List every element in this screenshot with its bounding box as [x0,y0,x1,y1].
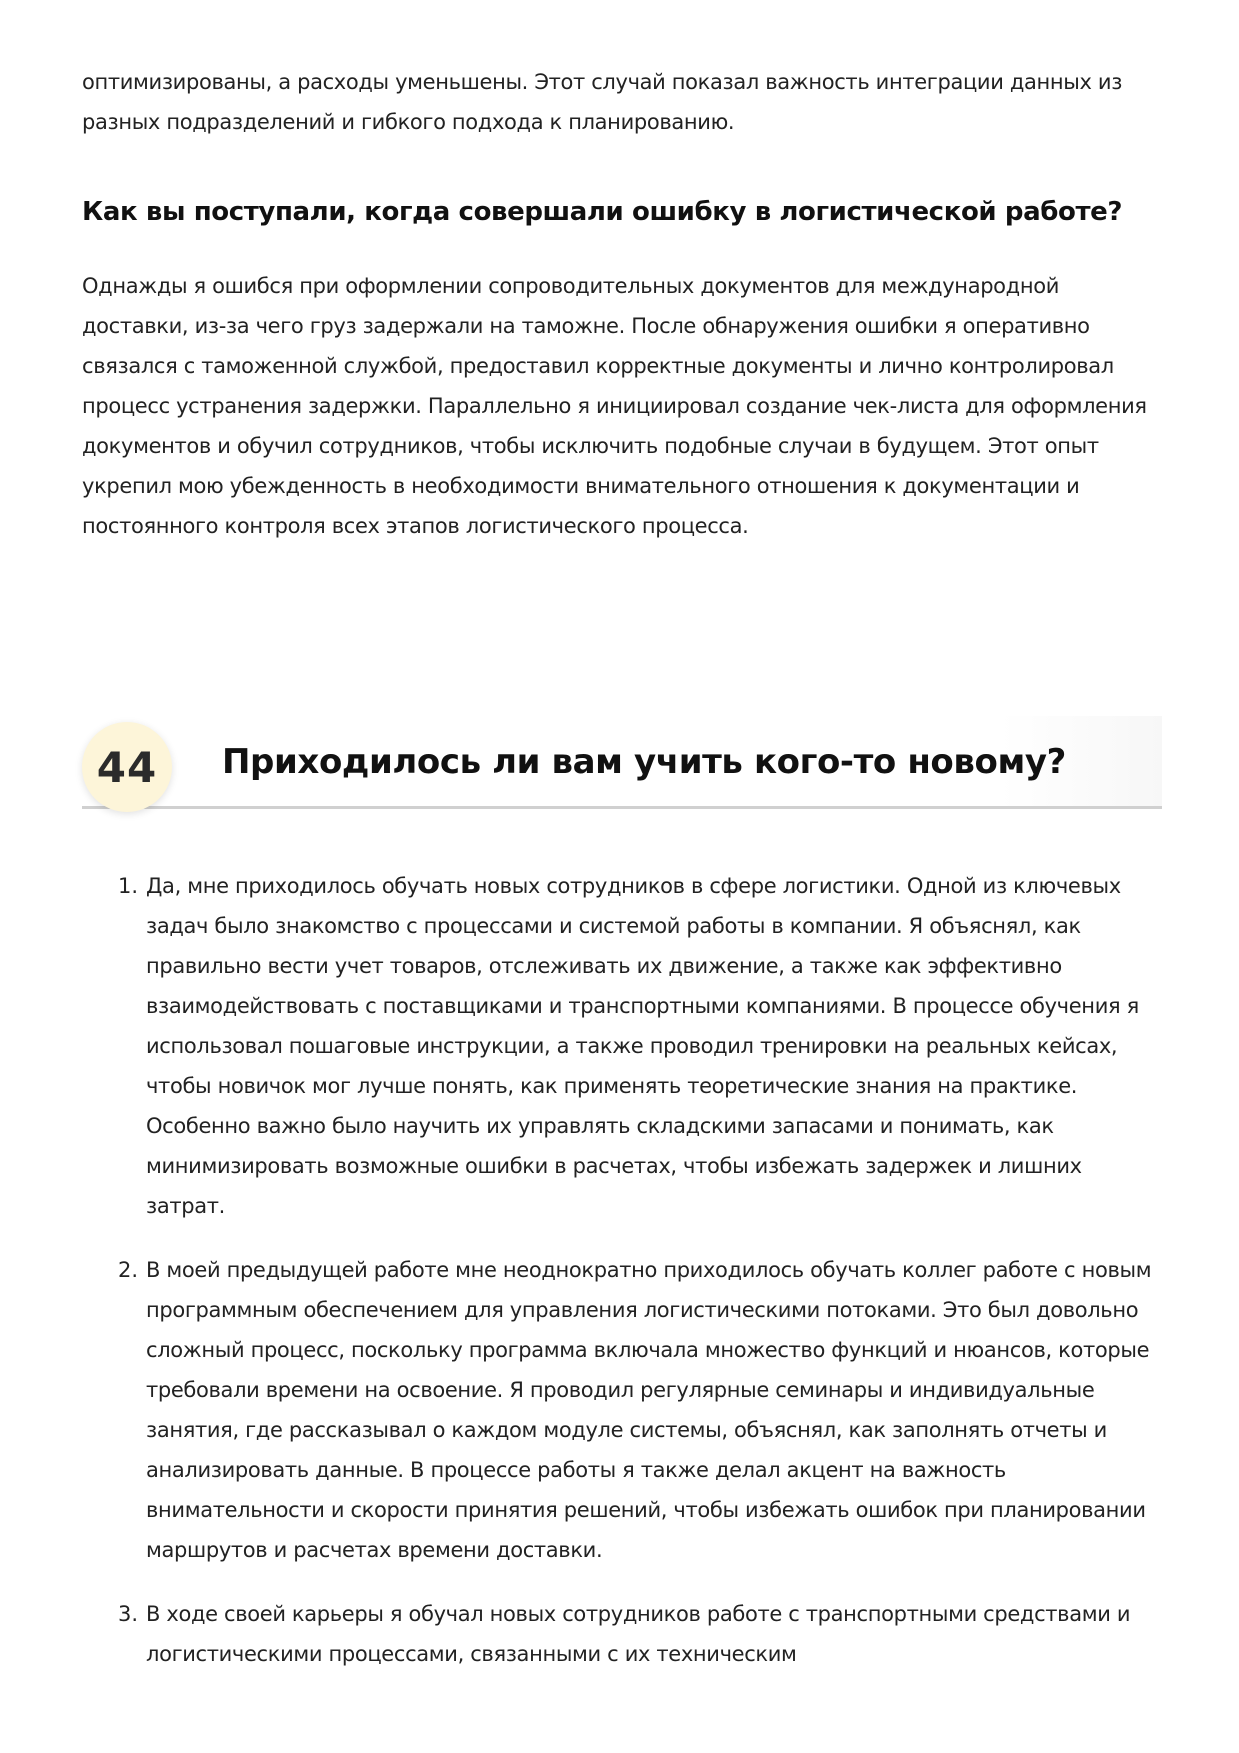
list-item [82,1250,1162,1570]
list-item-number: 3. [118,1602,139,1626]
section-header [82,716,1162,809]
question-heading: Как вы поступали, когда совершали ошибку в логистической работе? [82,197,1123,227]
answers-list [82,866,1162,1698]
list-item-text: Да, мне приходилось обучать новых сотрудников в сфере логистики. Одной из ключевых задач было знакомство с процессами и системой работы в компании. Я объяснял, как правильно вести учет товаров, отслеживать их движение, а также как эффективно взаимодействовать с поставщиками и транспортными компаниями. В процессе обучения я использовал пошаговые инструкции, а также проводил тренировки на реальных кейсах, чтобы новичок мог лучше понять, как применять теоретические знания на практике. Особенно важно было научить их управлять складскими запасами и понимать, как минимизировать возможные ошибки в расчетах, чтобы избежать задержек и лишних затрат. [146,874,1139,1218]
list-item-text: В моей предыдущей работе мне неоднократно приходилось обучать коллег работе с новым программным обеспечением для управления логистическими потоками. Это был довольно сложный процесс, поскольку программа включала множество функций и нюансов, которые требовали времени на освоение. Я проводил регулярные семинары и индивидуальные занятия, где рассказывал о каждом модуле системы, объяснял, как заполнять отчеты и анализировать данные. В процессе работы я также делал акцент на важность внимательности и скорости принятия решений, чтобы избежать ошибок при планировании маршрутов и расчетах времени доставки. [146,1258,1152,1562]
list-item-number: 1. [118,874,139,898]
list-item [82,866,1162,1226]
section-title: Приходилось ли вам учить кого-то новому? [222,742,1066,782]
section-number-badge: 44 [82,722,172,812]
intro-paragraph: оптимизированы, а расходы уменьшены. Этот случай показал важность интеграции данных из разных подразделений и гибкого подхода к планированию. [82,70,1123,134]
list-item-text: В ходе своей карьеры я обучал новых сотрудников работе с транспортными средствами и логистическими процессами, связанными с их техническим [146,1602,1131,1666]
question-answer-paragraph: Однажды я ошибся при оформлении сопроводительных документов для международной доставки, из-за чего груз задержали на таможне. После обнаружения ошибки я оперативно связался с таможенной службой, предоставил корректные документы и лично контролировал процесс устранения задержки. Параллельно я инициировал создание чек-листа для оформления документов и обучил сотрудников, чтобы исключить подобные случаи в будущем. Этот опыт укрепил мою убежденность в необходимости внимательного отношения к документации и постоянного контроля всех этапов логистического процесса. [82,274,1147,538]
list-item-number: 2. [118,1258,139,1282]
list-item [82,1594,1162,1674]
